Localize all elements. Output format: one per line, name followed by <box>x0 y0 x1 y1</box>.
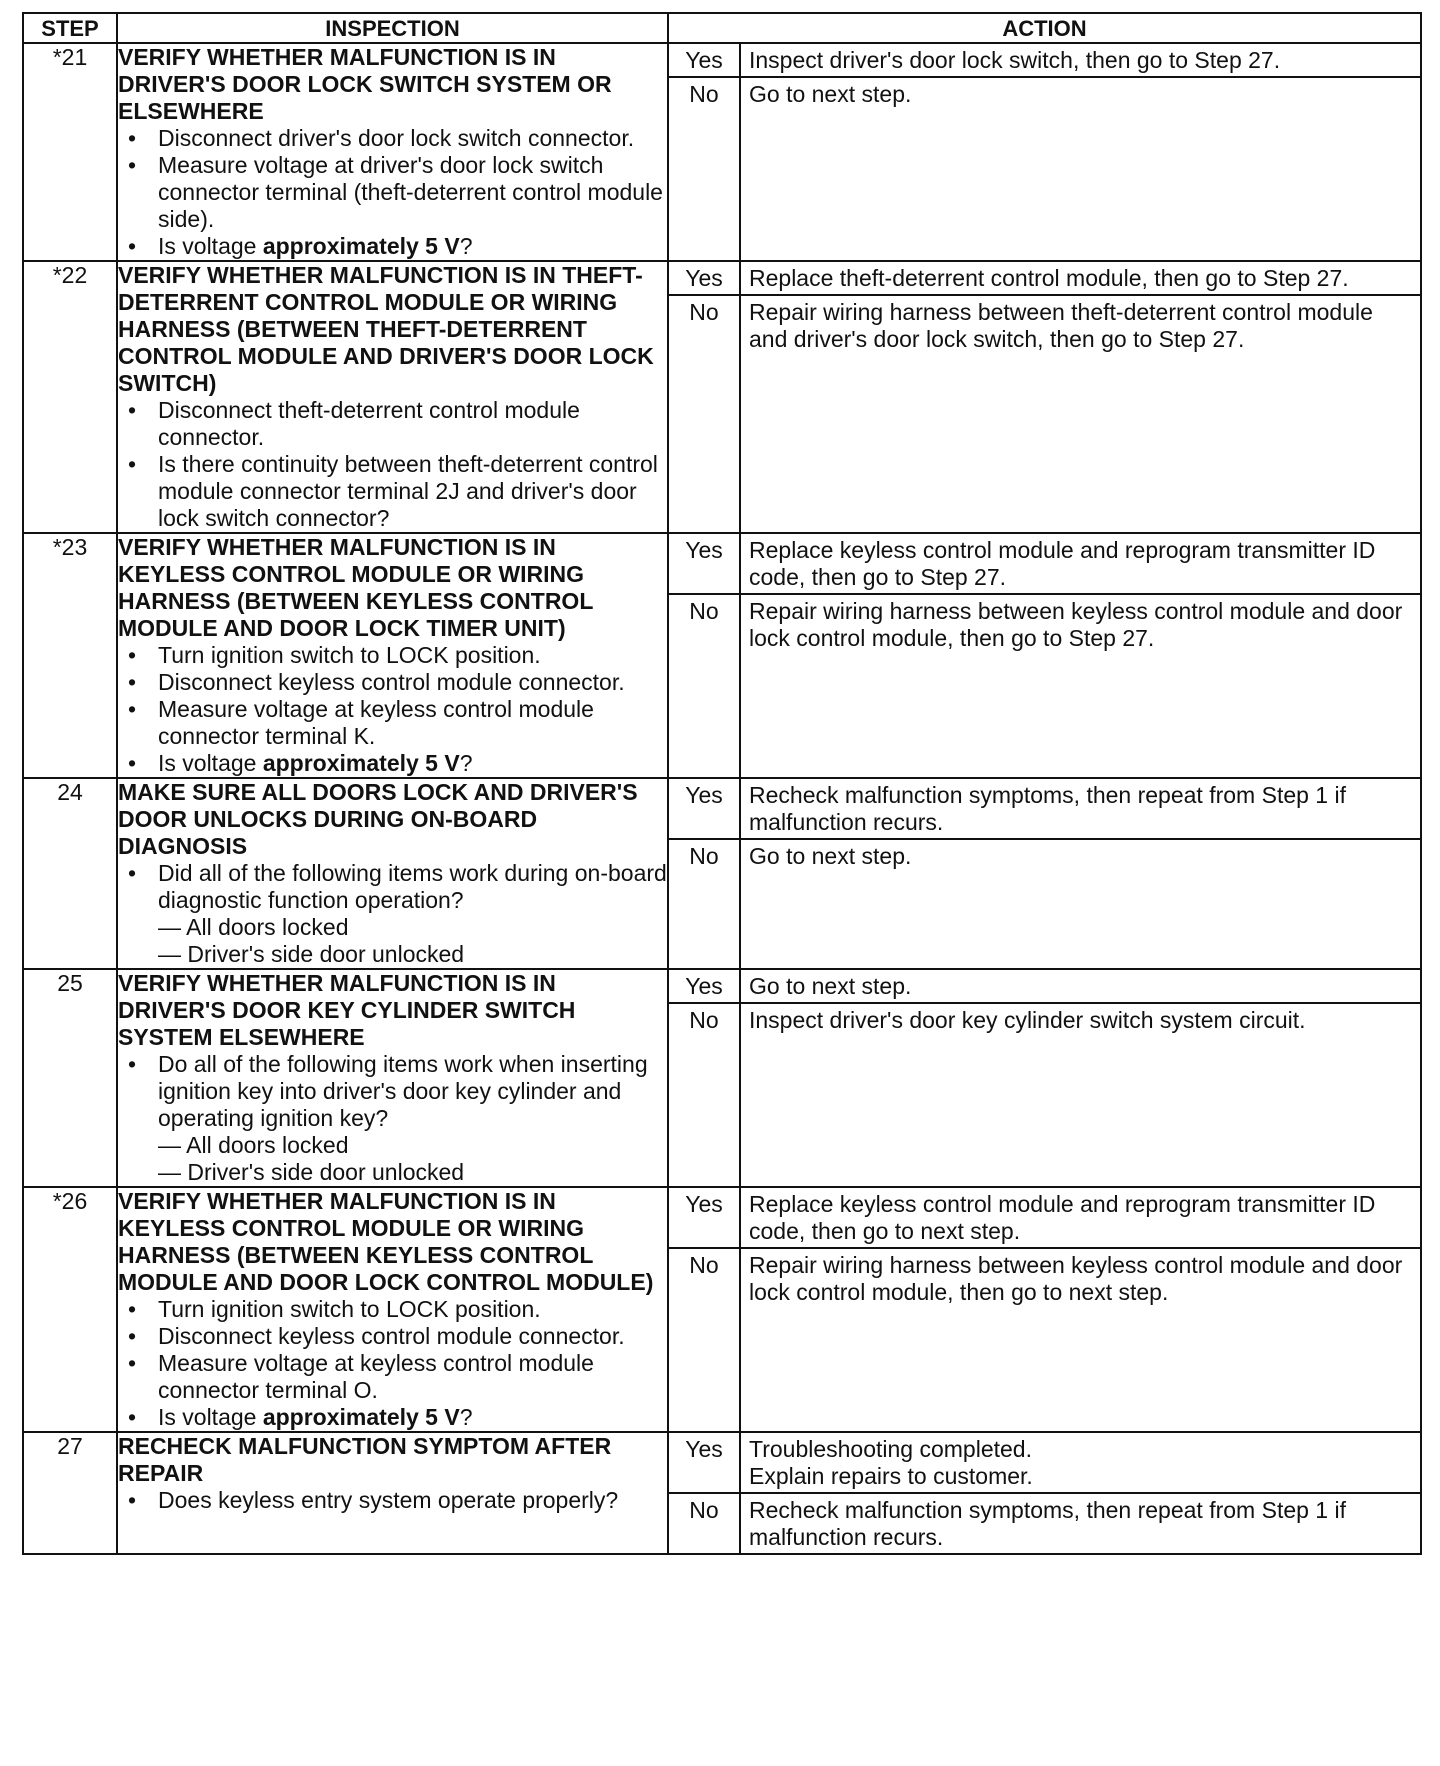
no-action-text: Repair wiring harness between keyless control module and door lock control module, then go to Step 27. <box>749 598 1403 651</box>
header-inspection: INSPECTION <box>117 13 668 43</box>
yes-answer-row <box>669 779 1420 840</box>
action-cell <box>668 969 1421 1187</box>
inspection-bullets <box>118 125 667 260</box>
yes-answer-row <box>669 970 1420 1004</box>
question-prefix: Is voltage <box>158 750 263 776</box>
inspection-title: VERIFY WHETHER MALFUNCTION IS IN KEYLESS CONTROL MODULE OR WIRING HARNESS (BETWEEN KEYLESS CONTROL MODULE AND DOOR LOCK CONTROL MODULE) <box>118 1188 654 1295</box>
no-label: No <box>669 1494 741 1553</box>
inspection-bullets <box>118 397 667 532</box>
no-label: No <box>669 1004 741 1186</box>
yes-answer-row <box>669 534 1420 595</box>
bullet-text: Disconnect driver's door lock switch connector. <box>158 125 635 151</box>
inspection-bullet <box>118 1296 667 1323</box>
step-number: *21 <box>23 43 117 261</box>
action-cell <box>668 1432 1421 1554</box>
troubleshooting-table <box>22 12 1422 1555</box>
yes-action-text: Inspect driver's door lock switch, then go to Step 27. <box>749 47 1281 73</box>
answer-stack <box>669 779 1420 968</box>
no-answer-row <box>669 1249 1420 1431</box>
no-action-text: Repair wiring harness between keyless control module and door lock control module, then go to next step. <box>749 1252 1403 1305</box>
inspection-bullet <box>118 1323 667 1350</box>
action-cell <box>668 1187 1421 1432</box>
sub-item: — All doors locked <box>158 1132 349 1158</box>
header-step: STEP <box>23 13 117 43</box>
inspection-cell <box>117 1432 668 1554</box>
yes-answer-row <box>669 262 1420 296</box>
sub-item: — Driver's side door unlocked <box>158 1159 465 1185</box>
yes-label: Yes <box>669 779 741 838</box>
table-header-row <box>23 13 1421 43</box>
inspection-bullet <box>118 642 667 669</box>
sub-item: — All doors locked <box>158 914 349 940</box>
inspection-question <box>118 233 667 260</box>
inspection-bullets <box>118 642 667 777</box>
step-number: 27 <box>23 1432 117 1554</box>
yes-label: Yes <box>669 262 741 294</box>
yes-label: Yes <box>669 1433 741 1492</box>
inspection-bullet <box>118 860 667 968</box>
bullet-text: Measure voltage at keyless control module connector terminal K. <box>158 696 594 749</box>
inspection-title: VERIFY WHETHER MALFUNCTION IS IN DRIVER'S DOOR KEY CYLINDER SWITCH SYSTEM ELSEWHERE <box>118 970 576 1050</box>
bullet-text: Turn ignition switch to LOCK position. <box>158 1296 541 1322</box>
step-row <box>23 1432 1421 1554</box>
question-suffix: ? <box>459 233 473 259</box>
inspection-title: MAKE SURE ALL DOORS LOCK AND DRIVER'S DOOR UNLOCKS DURING ON-BOARD DIAGNOSIS <box>118 779 638 859</box>
question-value: approximately 5 V <box>262 1404 460 1430</box>
step-row <box>23 261 1421 533</box>
action-cell <box>668 261 1421 533</box>
inspection-bullet <box>118 669 667 696</box>
answer-stack <box>669 534 1420 777</box>
action-cell <box>668 778 1421 969</box>
yes-action-text: Replace keyless control module and reprogram transmitter ID code, then go to next step. <box>749 1191 1376 1244</box>
inspection-bullets <box>118 860 667 968</box>
inspection-bullet <box>118 125 667 152</box>
no-answer-row <box>669 78 1420 260</box>
action-cell <box>668 43 1421 261</box>
inspection-bullets <box>118 1051 667 1186</box>
step-number: *23 <box>23 533 117 778</box>
bullet-text: Disconnect keyless control module connector. <box>158 1323 625 1349</box>
no-action-text: Repair wiring harness between theft-deterrent control module and driver's door lock switch, then go to Step 27. <box>749 299 1373 352</box>
yes-action-text: Troubleshooting completed. Explain repairs to customer. <box>749 1436 1033 1489</box>
answer-stack <box>669 262 1420 532</box>
bullet-text: Do all of the following items work when inserting ignition key into driver's door key cylinder and operating ignition key? <box>158 1051 648 1131</box>
inspection-title: VERIFY WHETHER MALFUNCTION IS IN THEFT-DETERRENT CONTROL MODULE OR WIRING HARNESS (BETWEEN THEFT-DETERRENT CONTROL MODULE AND DRIVER'S DOOR LOCK SWITCH) <box>118 262 654 396</box>
inspection-bullet <box>118 152 667 233</box>
inspection-title: RECHECK MALFUNCTION SYMPTOM AFTER REPAIR <box>118 1433 612 1486</box>
inspection-bullet <box>118 1051 667 1186</box>
no-answer-row <box>669 595 1420 777</box>
question-prefix: Is voltage <box>158 1404 263 1430</box>
answer-stack <box>669 44 1420 260</box>
no-action-text: Go to next step. <box>749 843 912 869</box>
table-body <box>23 43 1421 1554</box>
answer-stack <box>669 1433 1420 1553</box>
inspection-bullet <box>118 1487 667 1514</box>
step-number: 25 <box>23 969 117 1187</box>
step-number: *22 <box>23 261 117 533</box>
question-suffix: ? <box>459 750 473 776</box>
yes-label: Yes <box>669 970 741 1002</box>
yes-label: Yes <box>669 44 741 76</box>
bullet-text: Disconnect theft-deterrent control module connector. <box>158 397 580 450</box>
no-action-text: Go to next step. <box>749 81 912 107</box>
inspection-bullets <box>118 1296 667 1431</box>
inspection-title: VERIFY WHETHER MALFUNCTION IS IN DRIVER'S DOOR LOCK SWITCH SYSTEM OR ELSEWHERE <box>118 44 612 124</box>
inspection-bullet <box>118 451 667 532</box>
yes-answer-row <box>669 1188 1420 1249</box>
sub-item: — Driver's side door unlocked <box>158 941 465 967</box>
answer-stack <box>669 1188 1420 1431</box>
yes-action-text: Recheck malfunction symptoms, then repeat from Step 1 if malfunction recurs. <box>749 782 1346 835</box>
no-answer-row <box>669 840 1420 968</box>
question-value: approximately 5 V <box>262 233 460 259</box>
step-row <box>23 533 1421 778</box>
yes-action-text: Go to next step. <box>749 973 912 999</box>
no-label: No <box>669 78 741 260</box>
bullet-text: Does keyless entry system operate properly? <box>158 1487 619 1513</box>
inspection-bullet <box>118 1350 667 1404</box>
inspection-cell <box>117 43 668 261</box>
bullet-text: Turn ignition switch to LOCK position. <box>158 642 541 668</box>
inspection-cell <box>117 261 668 533</box>
header-action: ACTION <box>668 13 1421 43</box>
yes-answer-row <box>669 44 1420 78</box>
yes-action-text: Replace theft-deterrent control module, then go to Step 27. <box>749 265 1349 291</box>
inspection-cell <box>117 778 668 969</box>
step-row <box>23 778 1421 969</box>
no-label: No <box>669 1249 741 1431</box>
yes-answer-row <box>669 1433 1420 1494</box>
yes-label: Yes <box>669 534 741 593</box>
step-row <box>23 969 1421 1187</box>
step-number: 24 <box>23 778 117 969</box>
question-suffix: ? <box>459 1404 473 1430</box>
inspection-question <box>118 1404 667 1431</box>
inspection-cell <box>117 969 668 1187</box>
no-answer-row <box>669 1004 1420 1186</box>
answer-stack <box>669 970 1420 1186</box>
inspection-title: VERIFY WHETHER MALFUNCTION IS IN KEYLESS CONTROL MODULE OR WIRING HARNESS (BETWEEN KEYLESS CONTROL MODULE AND DOOR LOCK TIMER UNIT) <box>118 534 593 641</box>
bullet-text: Did all of the following items work during on-board diagnostic function operation? <box>158 860 667 913</box>
step-row <box>23 1187 1421 1432</box>
step-number: *26 <box>23 1187 117 1432</box>
yes-action-text: Replace keyless control module and reprogram transmitter ID code, then go to Step 27. <box>749 537 1376 590</box>
no-label: No <box>669 840 741 968</box>
bullet-text: Disconnect keyless control module connector. <box>158 669 625 695</box>
question-value: approximately 5 V <box>262 750 460 776</box>
step-row <box>23 43 1421 261</box>
yes-label: Yes <box>669 1188 741 1247</box>
action-cell <box>668 533 1421 778</box>
no-answer-row <box>669 296 1420 532</box>
bullet-text: Is there continuity between theft-deterrent control module connector terminal 2J and driver's door lock switch connector? <box>158 451 658 531</box>
no-label: No <box>669 595 741 777</box>
no-label: No <box>669 296 741 532</box>
no-action-text: Inspect driver's door key cylinder switch system circuit. <box>749 1007 1306 1033</box>
inspection-bullet <box>118 397 667 451</box>
no-action-text: Recheck malfunction symptoms, then repeat from Step 1 if malfunction recurs. <box>749 1497 1346 1550</box>
inspection-bullet <box>118 696 667 750</box>
bullet-text: Measure voltage at driver's door lock switch connector terminal (theft-deterrent control module side). <box>158 152 663 232</box>
inspection-cell <box>117 1187 668 1432</box>
question-prefix: Is voltage <box>158 233 263 259</box>
inspection-bullets <box>118 1487 667 1514</box>
no-answer-row <box>669 1494 1420 1553</box>
inspection-question <box>118 750 667 777</box>
inspection-cell <box>117 533 668 778</box>
bullet-text: Measure voltage at keyless control module connector terminal O. <box>158 1350 594 1403</box>
